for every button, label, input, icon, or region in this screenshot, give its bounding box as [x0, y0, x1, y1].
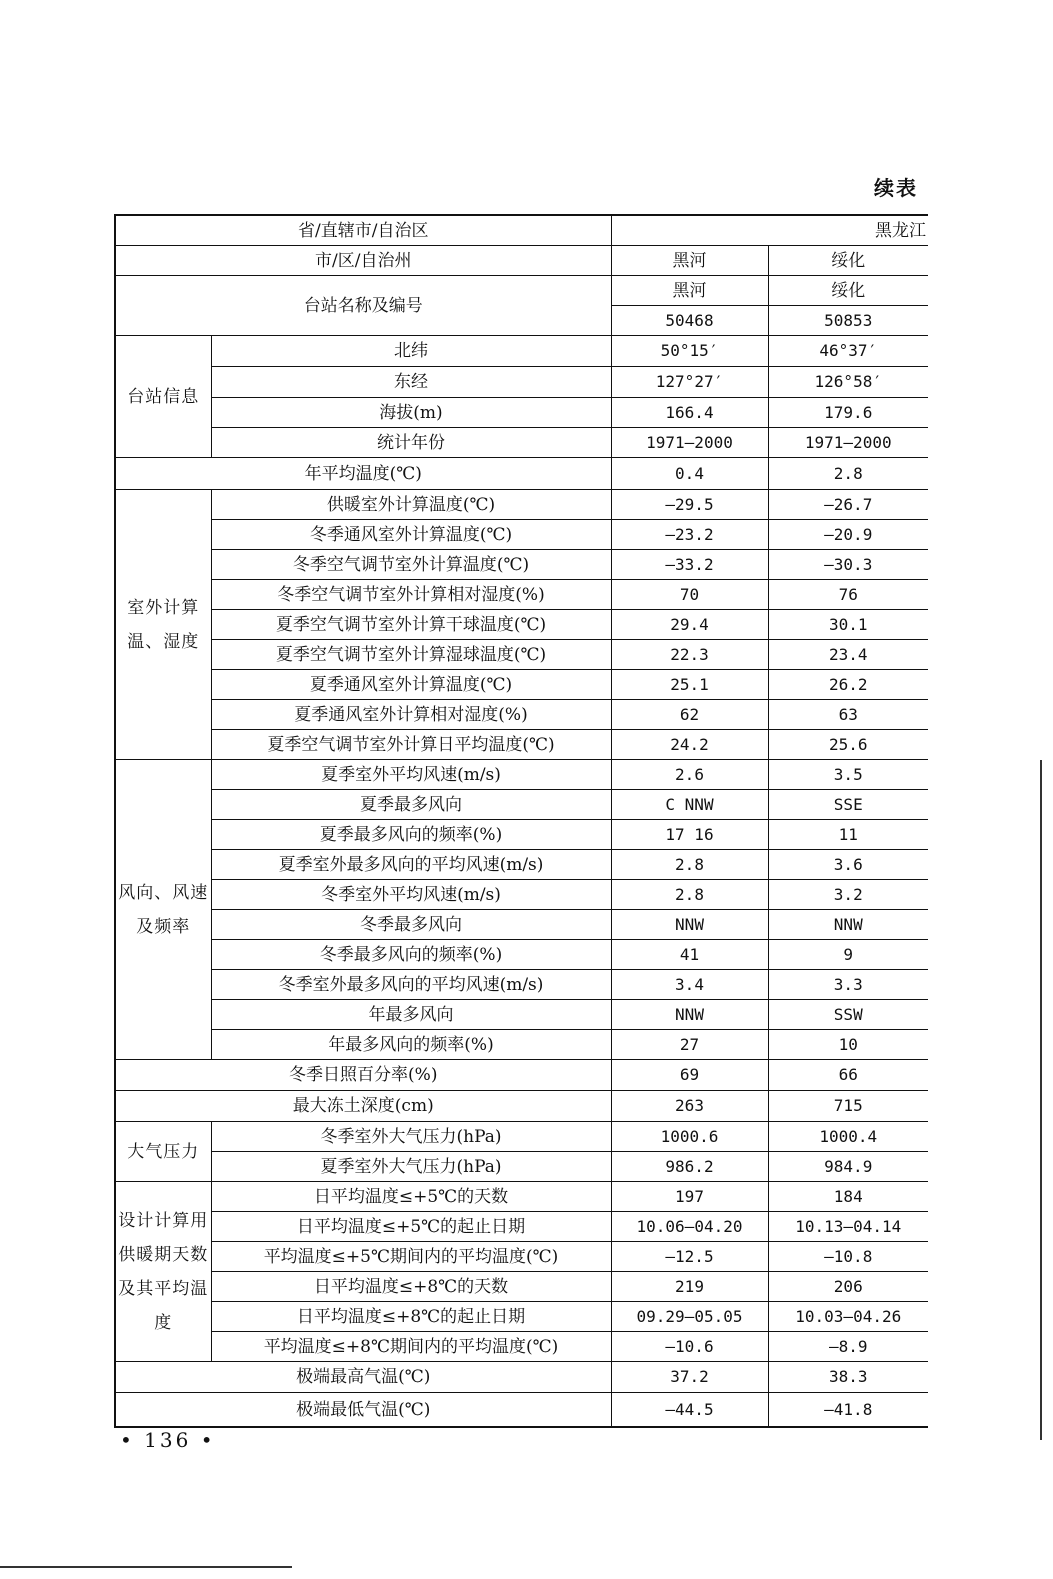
- value-cell: 37.2: [611, 1362, 768, 1393]
- table-row: [115, 336, 928, 367]
- table-row: [115, 1152, 928, 1182]
- table-row: [115, 458, 928, 490]
- value-cell: 24.2: [611, 730, 768, 760]
- table-row: [115, 700, 928, 730]
- row-label: 冬季最多风向的频率(%): [211, 940, 611, 970]
- row-label: 海拔(m): [211, 398, 611, 428]
- table-row: [115, 1182, 928, 1212]
- table-row: [115, 1242, 928, 1272]
- value-cell: —23.2: [611, 520, 768, 550]
- value-cell: —33.2: [611, 550, 768, 580]
- value-cell: NNW: [611, 910, 768, 940]
- row-label: 冬季空气调节室外计算相对湿度(%): [211, 580, 611, 610]
- table-row: [115, 880, 928, 910]
- value-cell: NNW: [611, 1000, 768, 1030]
- row-label: 统计年份: [211, 428, 611, 458]
- scan-bottom-line: [0, 1566, 292, 1568]
- table-row: [115, 610, 928, 640]
- value-cell: SSW: [768, 1000, 928, 1030]
- value-cell: 10: [768, 1030, 928, 1060]
- value-cell: 69: [611, 1060, 768, 1091]
- table-row: [115, 670, 928, 700]
- row-label: 极端最低气温(℃): [115, 1393, 611, 1428]
- value-cell: SSE: [768, 790, 928, 820]
- row-label: 年平均温度(℃): [115, 458, 611, 490]
- row-label: 冬季室外最多风向的平均风速(m/s): [211, 970, 611, 1000]
- table-row: [115, 1362, 928, 1393]
- value-cell: —29.5: [611, 490, 768, 520]
- value-cell: 206: [768, 1272, 928, 1302]
- value-cell: 63: [768, 700, 928, 730]
- row-label: 夏季室外平均风速(m/s): [211, 760, 611, 790]
- table-row: [115, 1122, 928, 1152]
- value-cell: 09.29—05.05: [611, 1302, 768, 1332]
- table-row: [115, 367, 928, 398]
- page-number: • 136 •: [120, 1428, 216, 1452]
- value-cell: 76: [768, 580, 928, 610]
- station-name-cell: 绥化: [768, 276, 928, 306]
- value-cell: 27: [611, 1030, 768, 1060]
- continued-label: 续表: [874, 176, 918, 200]
- row-label: 北纬: [211, 336, 611, 367]
- city-cell: 绥化: [768, 246, 928, 276]
- row-label: 年最多风向的频率(%): [211, 1030, 611, 1060]
- station-code-cell: 50853: [768, 306, 928, 336]
- value-cell: —41.8: [768, 1393, 928, 1428]
- value-cell: 166.4: [611, 398, 768, 428]
- station-code-cell: 50468: [611, 306, 768, 336]
- value-cell: 715: [768, 1091, 928, 1122]
- value-cell: NNW: [768, 910, 928, 940]
- row-label: 冬季日照百分率(%): [115, 1060, 611, 1091]
- value-cell: 70: [611, 580, 768, 610]
- table-row: [115, 490, 928, 520]
- row-label: 年最多风向: [211, 1000, 611, 1030]
- province-value: 黑龙江: [611, 215, 928, 246]
- row-label: 日平均温度≤+8℃的起止日期: [211, 1302, 611, 1332]
- group-label: 风向、风速及频率: [115, 760, 211, 1060]
- value-cell: 2.8: [611, 880, 768, 910]
- value-cell: —8.9: [768, 1332, 928, 1362]
- row-label: 供暖室外计算温度(℃): [211, 490, 611, 520]
- value-cell: 25.6: [768, 730, 928, 760]
- value-cell: 1971—2000: [611, 428, 768, 458]
- table-row: [115, 790, 928, 820]
- table-row: [115, 1060, 928, 1091]
- table-row: [115, 428, 928, 458]
- row-label: 夏季室外大气压力(hPa): [211, 1152, 611, 1182]
- value-cell: 66: [768, 1060, 928, 1091]
- row-label: 夏季通风室外计算温度(℃): [211, 670, 611, 700]
- row-label: 冬季室外平均风速(m/s): [211, 880, 611, 910]
- row-label: 夏季室外最多风向的平均风速(m/s): [211, 850, 611, 880]
- table-row: [115, 1302, 928, 1332]
- value-cell: 25.1: [611, 670, 768, 700]
- group-label: 室外计算温、湿度: [115, 490, 211, 760]
- value-cell: 3.6: [768, 850, 928, 880]
- value-cell: 29.4: [611, 610, 768, 640]
- table-row: [115, 640, 928, 670]
- row-label: 平均温度≤+5℃期间内的平均温度(℃): [211, 1242, 611, 1272]
- row-label: 冬季通风室外计算温度(℃): [211, 520, 611, 550]
- value-cell: —30.3: [768, 550, 928, 580]
- row-label: 日平均温度≤+8℃的天数: [211, 1272, 611, 1302]
- value-cell: 986.2: [611, 1152, 768, 1182]
- value-cell: 10.13—04.14: [768, 1212, 928, 1242]
- group-label: 台站信息: [115, 336, 211, 458]
- row-label: 冬季室外大气压力(hPa): [211, 1122, 611, 1152]
- value-cell: —10.6: [611, 1332, 768, 1362]
- row-label: 夏季空气调节室外计算湿球温度(℃): [211, 640, 611, 670]
- value-cell: 263: [611, 1091, 768, 1122]
- value-cell: 984.9: [768, 1152, 928, 1182]
- city-cell: 黑河: [611, 246, 768, 276]
- station-label: 台站名称及编号: [115, 276, 611, 336]
- value-cell: 50°15′: [611, 336, 768, 367]
- table-row: [115, 730, 928, 760]
- value-cell: 126°58′: [768, 367, 928, 398]
- value-cell: 3.2: [768, 880, 928, 910]
- row-label: 夏季空气调节室外计算干球温度(℃): [211, 610, 611, 640]
- table-row: [115, 1030, 928, 1060]
- value-cell: 3.3: [768, 970, 928, 1000]
- row-label: 最大冻土深度(cm): [115, 1091, 611, 1122]
- value-cell: 2.8: [768, 458, 928, 490]
- table-row: [115, 215, 928, 246]
- value-cell: 197: [611, 1182, 768, 1212]
- value-cell: —20.9: [768, 520, 928, 550]
- value-cell: 46°37′: [768, 336, 928, 367]
- group-label: 设计计算用供暖期天数及其平均温度: [115, 1182, 211, 1362]
- table-row: [115, 940, 928, 970]
- value-cell: 22.3: [611, 640, 768, 670]
- value-cell: 11: [768, 820, 928, 850]
- value-cell: 10.03—04.26: [768, 1302, 928, 1332]
- value-cell: 9: [768, 940, 928, 970]
- value-cell: 2.6: [611, 760, 768, 790]
- table-row: [115, 398, 928, 428]
- value-cell: 41: [611, 940, 768, 970]
- row-label: 日平均温度≤+5℃的起止日期: [211, 1212, 611, 1242]
- row-label: 夏季最多风向: [211, 790, 611, 820]
- value-cell: —12.5: [611, 1242, 768, 1272]
- climate-data-table: [114, 214, 928, 1428]
- table-row: [115, 850, 928, 880]
- value-cell: —10.8: [768, 1242, 928, 1272]
- value-cell: 62: [611, 700, 768, 730]
- value-cell: 26.2: [768, 670, 928, 700]
- table-row: [115, 276, 928, 306]
- row-label: 平均温度≤+8℃期间内的平均温度(℃): [211, 1332, 611, 1362]
- row-label: 日平均温度≤+5℃的天数: [211, 1182, 611, 1212]
- table-row: [115, 246, 928, 276]
- table-row: [115, 970, 928, 1000]
- value-cell: —44.5: [611, 1393, 768, 1428]
- row-label: 极端最高气温(℃): [115, 1362, 611, 1393]
- value-cell: 184: [768, 1182, 928, 1212]
- value-cell: 38.3: [768, 1362, 928, 1393]
- table-row: [115, 1332, 928, 1362]
- value-cell: 30.1: [768, 610, 928, 640]
- table-row: [115, 550, 928, 580]
- table-row: [115, 580, 928, 610]
- value-cell: 1000.6: [611, 1122, 768, 1152]
- table-row: [115, 820, 928, 850]
- table-row: [115, 1272, 928, 1302]
- value-cell: 179.6: [768, 398, 928, 428]
- value-cell: 10.06—04.20: [611, 1212, 768, 1242]
- value-cell: 1000.4: [768, 1122, 928, 1152]
- row-label: 东经: [211, 367, 611, 398]
- table-row: [115, 1000, 928, 1030]
- value-cell: 219: [611, 1272, 768, 1302]
- value-cell: 2.8: [611, 850, 768, 880]
- table-row: [115, 1212, 928, 1242]
- value-cell: C NNW: [611, 790, 768, 820]
- value-cell: 17 16: [611, 820, 768, 850]
- province-label: 省/直辖市/自治区: [115, 215, 611, 246]
- value-cell: 3.4: [611, 970, 768, 1000]
- scan-margin-line: [1040, 760, 1042, 1440]
- table-row: [115, 1091, 928, 1122]
- value-cell: 0.4: [611, 458, 768, 490]
- value-cell: 1971—2000: [768, 428, 928, 458]
- row-label: 夏季空气调节室外计算日平均温度(℃): [211, 730, 611, 760]
- row-label: 冬季最多风向: [211, 910, 611, 940]
- group-label: 大气压力: [115, 1122, 211, 1182]
- table-row: [115, 760, 928, 790]
- table-row: [115, 910, 928, 940]
- table-row: [115, 520, 928, 550]
- city-label: 市/区/自治州: [115, 246, 611, 276]
- station-name-cell: 黑河: [611, 276, 768, 306]
- row-label: 夏季最多风向的频率(%): [211, 820, 611, 850]
- page-number-value: 136: [144, 1428, 192, 1452]
- table-row: [115, 1393, 928, 1428]
- value-cell: 3.5: [768, 760, 928, 790]
- value-cell: 23.4: [768, 640, 928, 670]
- row-label: 夏季通风室外计算相对湿度(%): [211, 700, 611, 730]
- value-cell: 127°27′: [611, 367, 768, 398]
- value-cell: —26.7: [768, 490, 928, 520]
- row-label: 冬季空气调节室外计算温度(℃): [211, 550, 611, 580]
